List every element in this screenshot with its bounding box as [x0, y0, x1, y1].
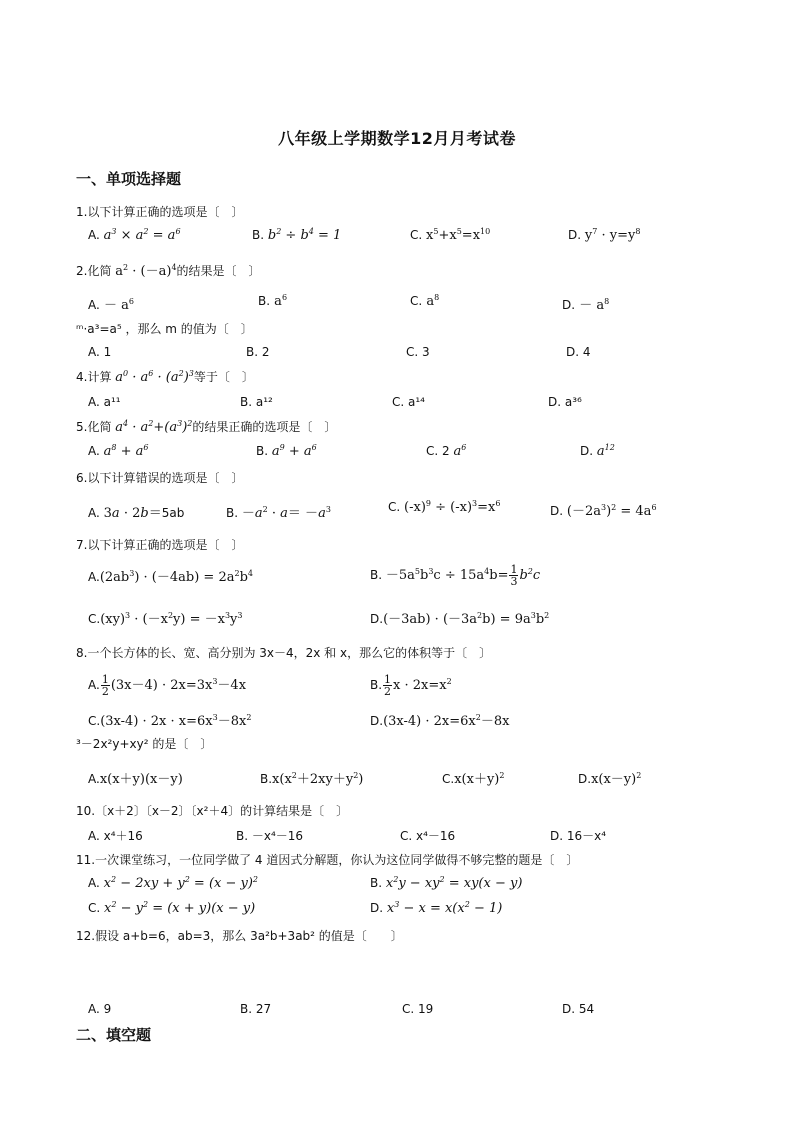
- q4-option-d[interactable]: D. a³⁶: [548, 395, 582, 409]
- question-9-stem: ³－2x²y+xy² 的是〔 〕: [76, 737, 213, 751]
- q3-option-d[interactable]: D. 4: [566, 345, 591, 359]
- q6-option-a[interactable]: A. 3a · 2b＝5ab: [88, 506, 185, 521]
- question-6-stem: 6.以下计算错误的选项是〔 〕: [76, 471, 244, 485]
- q10-option-b[interactable]: B. －x⁴－16: [236, 829, 304, 843]
- q3-option-b[interactable]: B. 2: [246, 345, 270, 359]
- question-1-stem: 1.以下计算正确的选项是〔 〕: [76, 205, 244, 219]
- q6-option-c[interactable]: C. $(-x)^9 \div (-x)^3=x^6$: [388, 499, 501, 515]
- q8-option-d[interactable]: $D.(3x-4) \cdot 2x=6x^2-8x$: [370, 713, 510, 729]
- q2-option-d[interactable]: D. － $a^8$: [562, 297, 610, 313]
- q8-option-a[interactable]: A. $\frac{1}{2}$ $(3x-4) \cdot 2x=3x^3-4x$: [88, 673, 247, 698]
- q9-option-a[interactable]: A.x(x＋y)(x－y): [88, 772, 183, 787]
- question-11-stem: 11.一次课堂练习，一位同学做了 4 道因式分解题，你认为这位同学做得不够完整的题是〔 〕: [76, 853, 579, 867]
- q4-option-c[interactable]: C. a¹⁴: [392, 395, 425, 409]
- q7-option-a[interactable]: $A.(2ab^3) \cdot (-4ab) = 2a^2b^4$: [88, 569, 253, 585]
- q1-option-d[interactable]: D. $y^7 \cdot y=y^8$: [568, 227, 641, 243]
- q4-option-b[interactable]: B. a¹²: [240, 395, 273, 409]
- q2-option-a[interactable]: A. － $a^6$: [88, 297, 134, 313]
- q6-option-b[interactable]: B. $-a^2 \cdot a= -a^3$: [226, 505, 331, 521]
- page-title: 八年级上学期数学12月月考试卷: [278, 129, 516, 148]
- section-heading-choice: 一、单项选择题: [76, 170, 182, 188]
- question-3-stem: ᵐ·a³=a⁵ ，那么 m 的值为〔 〕: [76, 322, 253, 336]
- q10-option-a[interactable]: A. x⁴＋16: [88, 829, 143, 843]
- q11-option-b[interactable]: B. $x^2y - xy^2 = xy(x - y)$: [370, 875, 523, 891]
- q5-option-d[interactable]: D. $a^{12}$: [580, 443, 615, 459]
- q8-option-c[interactable]: $C.(3x-4) \cdot 2x \cdot x=6x^3-8x^2$: [88, 713, 252, 729]
- question-8-stem: 8.一个长方体的长、宽、高分别为 3x－4，2x 和 x，那么它的体积等于〔 〕: [76, 646, 492, 660]
- q7-option-d[interactable]: $D.(-3ab) \cdot (-3a^2b) = 9a^3b^2$: [370, 611, 550, 627]
- q2-option-b[interactable]: B. $a^6$: [258, 293, 288, 309]
- q1-option-a[interactable]: A. $a^3 \times a^2 = a^6$: [88, 227, 181, 243]
- question-5-stem: 5.化简 $a^4 \cdot a^2+(a^3)^2$的结果正确的选项是〔 〕: [76, 419, 337, 435]
- q9-option-c[interactable]: $C.x(x+y)^2$: [442, 771, 505, 787]
- q3-option-c[interactable]: C. 3: [406, 345, 430, 359]
- q6-option-d[interactable]: D. $(-2a^3)^2 = 4a^6$: [550, 503, 657, 519]
- q2-option-c[interactable]: C. $a^8$: [410, 293, 440, 309]
- q9-option-d[interactable]: $D.x(x-y)^2$: [578, 771, 642, 787]
- q5-option-a[interactable]: A. $a^8 + a^6$: [88, 443, 149, 459]
- q10-option-d[interactable]: D. 16－x⁴: [550, 829, 607, 843]
- q11-option-c[interactable]: C. $x^2 - y^2 = (x + y)(x - y)$: [88, 900, 256, 916]
- question-12-stem: 12.假设 a+b=6，ab=3，那么 3a²b+3ab² 的值是〔 〕: [76, 929, 403, 943]
- q12-option-c[interactable]: C. 19: [402, 1002, 434, 1016]
- q12-option-b[interactable]: B. 27: [240, 1002, 272, 1016]
- q1-option-b[interactable]: B. $b^2 \div b^4 = 1$: [252, 227, 342, 243]
- question-2-stem: 2.化简 $a^2 \cdot (-a)^4$的结果是〔 〕: [76, 263, 261, 279]
- question-7-stem: 7.以下计算正确的选项是〔 〕: [76, 538, 244, 552]
- q11-option-a[interactable]: A. $x^2 - 2xy + y^2 = (x - y)^2$: [88, 875, 259, 891]
- q5-option-b[interactable]: B. $a^9 + a^6$: [256, 443, 317, 459]
- q12-option-a[interactable]: A. 9: [88, 1002, 112, 1016]
- q8-option-b[interactable]: B. $\frac{1}{2}$ $x \cdot 2x=x^2$: [370, 673, 452, 698]
- question-10-stem: 10.〔x＋2〕〔x－2〕〔x²＋4〕的计算结果是〔 〕: [76, 804, 349, 818]
- q5-option-c[interactable]: C. 2 $a^6$: [426, 443, 467, 459]
- q1-option-c[interactable]: C. $x^5+x^5=x^{10}$: [410, 227, 491, 243]
- q3-option-a[interactable]: A. 1: [88, 345, 112, 359]
- q9-option-b[interactable]: $B.x(x^2+2xy+y^2)$: [260, 771, 364, 787]
- question-4-stem: 4.计算 $a^0 \cdot a^6 \cdot (a^2)^3$等于〔 〕: [76, 369, 254, 385]
- q7-option-c[interactable]: $C.(xy)^3 \cdot (-x^2y) = -x^3y^3$: [88, 611, 243, 627]
- q7-option-b[interactable]: B. $-5a^5b^3c \div 15a^4b=$ $\frac{1}{3}$ $b^2c$: [370, 563, 541, 588]
- q10-option-c[interactable]: C. x⁴－16: [400, 829, 456, 843]
- q12-option-d[interactable]: D. 54: [562, 1002, 595, 1016]
- q4-option-a[interactable]: A. a¹¹: [88, 395, 121, 409]
- q11-option-d[interactable]: D. $x^3 - x = x(x^2 - 1)$: [370, 900, 503, 916]
- section-heading-fill-in: 二、填空题: [76, 1026, 152, 1044]
